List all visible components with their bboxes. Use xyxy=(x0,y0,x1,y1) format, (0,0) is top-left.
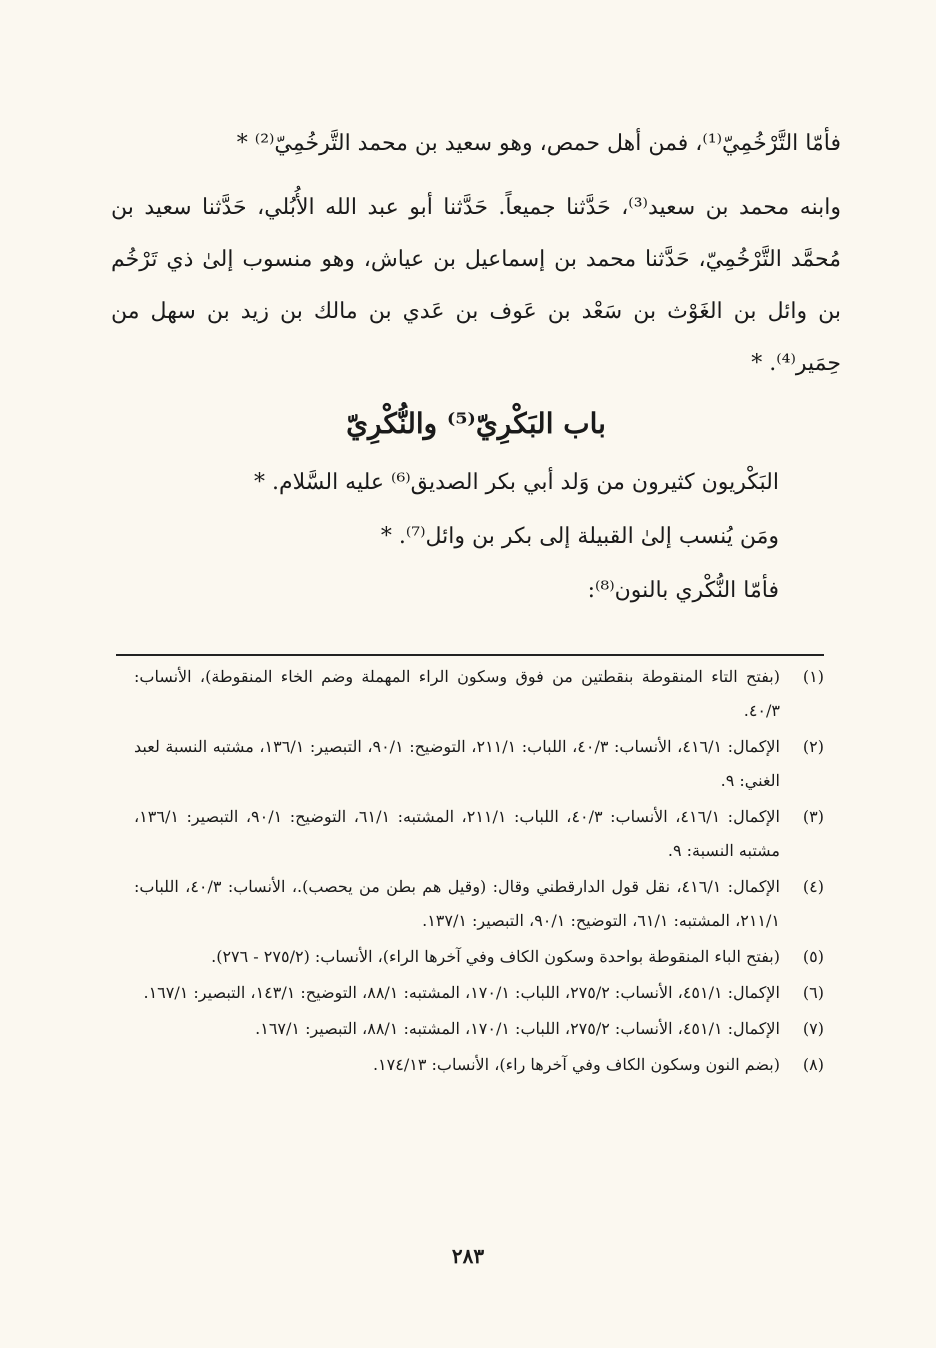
footnote xyxy=(134,940,824,974)
footnote-text: الإكمال: ٤١٦/١، الأنساب: ٤٠/٣، اللباب: ٢١١/١، التوضيح: ٩٠/١، التبصير: ١٣٦/١، مشتبه النسبة لعبد الغني: ٩. xyxy=(134,737,780,790)
footnote xyxy=(134,800,824,868)
footnote-text: الإكمال: ٤٥١/١، الأنساب: ٢٧٥/٢، اللباب: ١٧٠/١، المشتبه: ٨٨/١، التوضيح: ١٤٣/١، التبصير: ١٦٧/١. xyxy=(143,983,780,1002)
footnote xyxy=(134,660,824,728)
footnote-number: (٨) xyxy=(802,1055,824,1074)
text-line-1: البَكْريون كثيرون من وَلد أبي بكر الصديق⁽⁶⁾ عليه السَّلام. * xyxy=(254,470,779,495)
footnote-number: (٧) xyxy=(802,1019,824,1038)
page-number: ٢٨٣ xyxy=(451,1244,485,1268)
footnote-number: (٦) xyxy=(802,983,824,1002)
footnote-text: الإكمال: ٤١٦/١، الأنساب: ٤٠/٣، اللباب: ٢١١/١، المشتبه: ٦١/١، التوضيح: ٩٠/١، التبصير: ١٣٦/١، مشتبه النسبة: ٩. xyxy=(134,807,781,860)
footnote-text: (بفتح التاء المنقوطة بنقطتين من فوق وسكون الراء المهملة وضم الخاء المنقوطة)، الأنساب: ٤٠/٣. xyxy=(134,667,780,720)
paragraph-1: فأمّا التَّرْخُمِيّ⁽¹⁾، فمن أهل حمص، وهو سعيد بن محمد التَّرخُمِيّ⁽²⁾ * xyxy=(236,131,841,156)
footnote-text: الإكمال: ٤٥١/١، الأنساب: ٢٧٥/٢، اللباب: ١٧٠/١، المشتبه: ٨٨/١، التبصير: ١٦٧/١. xyxy=(255,1019,780,1038)
paragraph-2: وابنه محمد بن سعيد⁽³⁾، حَدَّثنا جميعاً. حَدَّثنا أبو عبد الله الأُبُلي، حَدَّثنا سعيد بن مُحمَّد التَّرْخُمِيّ، حَدَّثنا محمد بن إسماعيل بن عياش، وهو منسوب إلىٰ ذي تَرْخُم بن وائل بن الغَوْث بن سَعْد بن عَوف بن عَدي بن مالك بن زيد بن سهل من حِمَير⁽⁴⁾. * xyxy=(111,195,842,376)
footnote-text: (بضم النون وسكون الكاف وفي آخرها راء)، الأنساب: ١٧٤/١٣. xyxy=(372,1055,780,1074)
footnote-divider xyxy=(116,654,824,656)
footnote xyxy=(134,870,824,938)
footnote xyxy=(134,1012,824,1046)
footnote xyxy=(134,976,824,1010)
text-line-3: فأمّا النُّكْري بالنون⁽⁸⁾: xyxy=(587,578,779,603)
footnote-text: (بفتح الباء المنقوطة بواحدة وسكون الكاف وفي آخرها الراء)، الأنساب: (٢٧٥/٢ - ٢٧٦). xyxy=(211,947,780,966)
footnote-number: (٤) xyxy=(802,877,824,896)
footnote xyxy=(134,730,824,798)
footnote-number: (٥) xyxy=(802,947,824,966)
section-heading: باب البَكْرِيّ⁽⁵⁾ والنُّكْرِيّ xyxy=(346,407,606,440)
main-text xyxy=(111,118,841,618)
footnote-number: (٣) xyxy=(802,807,824,826)
footnote-number: (١) xyxy=(802,667,824,686)
footnote-text: الإكمال: ٤١٦/١، نقل قول الدارقطني وقال: (وقيل هم بطن من يحصب).، الأنساب: ٤٠/٣، اللباب: ٢١١/١، المشتبه: ٦١/١، التوضيح: ٩٠/١، التبصير: ١٣٧/١. xyxy=(134,877,781,930)
footnote-number: (٢) xyxy=(802,737,824,756)
footnotes xyxy=(134,660,824,1084)
text-line-2: ومَن يُنسب إلىٰ القبيلة إلى بكر بن وائل⁽⁷⁾. * xyxy=(380,524,779,549)
footnote xyxy=(134,1048,824,1082)
